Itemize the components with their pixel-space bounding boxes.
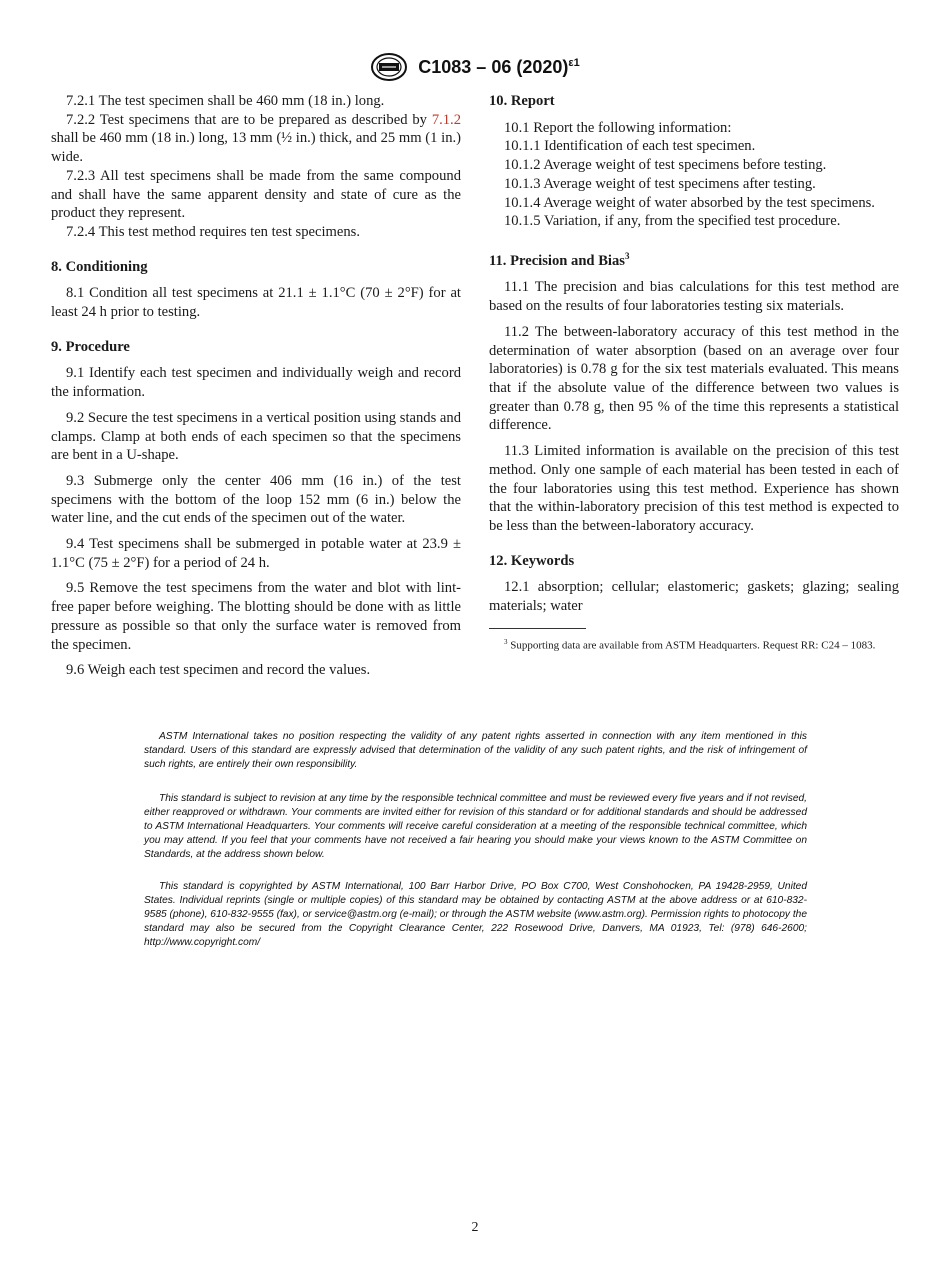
para-7-2-2: 7.2.2 Test specimens that are to be prepared as described by 7.1.2 shall be 460 mm (18 in.) long, 13 mm (½ in.) thick, and 25 mm (1 in.) wide.: [51, 111, 461, 166]
page-header: [0, 52, 950, 82]
para-10-1-2: 10.1.2 Average weight of test specimens before testing.: [504, 157, 827, 174]
para-12-1: 12.1 absorption; cellular; elastomeric; gaskets; glazing; sealing materials; water: [489, 579, 899, 615]
revision-notice: This standard is subject to revision at any time by the responsible technical committee and must be reviewed every five years and if not revised, either reapproved or withdrawn. Your comments are invited either for revision of this standard or for additional standards and should be addressed to ASTM International Headquarters. Your comments will receive careful consideration at a meeting of the responsible technical committee, which you may attend. If you feel that your comments have not received a fair hearing you should make your views known to the ASTM Committee on Standards, at the address shown below.: [144, 793, 807, 860]
page-number: 2: [471, 1220, 479, 1235]
section-heading-conditioning: 8. Conditioning: [51, 258, 148, 275]
para-10-1-5: 10.1.5 Variation, if any, from the specified test procedure.: [504, 213, 841, 230]
footnote-ref-3[interactable]: 3: [624, 250, 630, 261]
astm-logo-icon: [370, 52, 408, 82]
para-7-2-3: 7.2.3 All test specimens shall be made from the same compound and shall have the same apparent density and state of cure as the product they represent.: [51, 167, 461, 222]
copyright-notice: This standard is copyrighted by ASTM International, 100 Barr Harbor Drive, PO Box C700, West Conshohocken, PA 19428-2959, United States. Individual reprints (single or multiple copies) of this standard may be obtained by contacting ASTM at the above address or at 610-832-9585 (phone), 610-832-9555 (fax), or service@astm.org (e-mail); or through the ASTM website (www.astm.org). Permission rights to photocopy the standard may also be secured from the Copyright Clearance Center, 222 Rosewood Drive, Danvers, MA 01923, Tel: (978) 646-2600; http://www.copyright.com/: [144, 881, 807, 948]
para-10-1-1: 10.1.1 Identification of each test specimen.: [504, 138, 756, 155]
ref-link-7-1-2[interactable]: 7.1.2: [431, 111, 461, 128]
section-heading-precision-bias: 11. Precision and Bias$^3$: [489, 250, 630, 269]
para-9-6: 9.6 Weigh each test specimen and record the values.: [66, 662, 371, 679]
para-10-1-4: 10.1.4 Average weight of water absorbed by the test specimens.: [504, 194, 875, 211]
para-11-1: 11.1 The precision and bias calculations for this test method are based on the results of four laboratories testing six materials.: [489, 279, 899, 315]
para-9-2: 9.2 Secure the test specimens in a vertical position using stands and clamps. Clamp at both ends of each specimen so that the specimens are bent in a U-shape.: [51, 409, 461, 464]
left-column: [51, 92, 461, 680]
para-9-1: 9.1 Identify each test specimen and individually weigh and record the information.: [51, 365, 461, 401]
patent-notice: ASTM International takes no position respecting the validity of any patent rights asserted in connection with any item mentioned in this standard. Users of this standard are expressly advised that determination of the validity of any such patent rights, and the risk of infringement of such rights, are entirely their own responsibility.: [144, 731, 807, 770]
footnote-3: $^3$ Supporting data are available from ASTM Headquarters. Request RR: C24 – 1083.: [504, 637, 876, 652]
para-7-2-4: 7.2.4 This test method requires ten test specimens.: [66, 223, 360, 240]
para-9-5: 9.5 Remove the test specimens from the water and blot with lint-free paper before weighing. The blotting should be done with as little pressure as possible so that only the surface water is removed from the specimen.: [51, 580, 461, 653]
para-10-1: 10.1 Report the following information:: [504, 119, 732, 136]
para-8-1: 8.1 Condition all test specimens at 21.1 ± 1.1°C (70 ± 2°F) for at least 24 h prior to testing.: [51, 285, 461, 321]
section-heading-report: 10. Report: [489, 93, 555, 109]
para-11-3: 11.3 Limited information is available on the precision of this test method. Only one sample of each material has been tested in each of the four laboratories using this test method. Experience has shown that the within-laboratory precision of this test method is expected to be less than the between-laboratory accuracy.: [489, 443, 899, 534]
footnote-divider: [489, 628, 586, 629]
right-column: [489, 92, 899, 652]
para-9-3: 9.3 Submerge only the center 406 mm (16 in.) of the test specimens with the bottom of the loop 152 mm (6 in.) below the water line, and the cut ends of the specimen out of the water.: [51, 472, 461, 527]
standard-designation: C1083 – 06 $(2020)^{\varepsilon 1}$: [418, 56, 580, 77]
section-heading-procedure: 9. Procedure: [51, 338, 130, 355]
epsilon-superscript: ε1: [568, 56, 580, 69]
para-10-1-3: 10.1.3 Average weight of test specimens after testing.: [504, 175, 816, 192]
para-9-4: 9.4 Test specimens shall be submerged in potable water at 23.9 ± 1.1°C (75 ± 2°F) for a period of 24 h.: [51, 536, 461, 571]
para-11-2: 11.2 The between-laboratory accuracy of this test method in the determination of water absorption (based on an average over four laboratories) is 0.78 g for the six test materials evaluated. This means that if the absolute value of the difference between two values is greater than 0.78 g, then 95 % of the time this represents a statistical difference.: [489, 323, 899, 434]
para-7-2-1: 7.2.1 The test specimen shall be 460 mm (18 in.) long.: [66, 93, 385, 109]
section-heading-keywords: 12. Keywords: [489, 552, 575, 569]
